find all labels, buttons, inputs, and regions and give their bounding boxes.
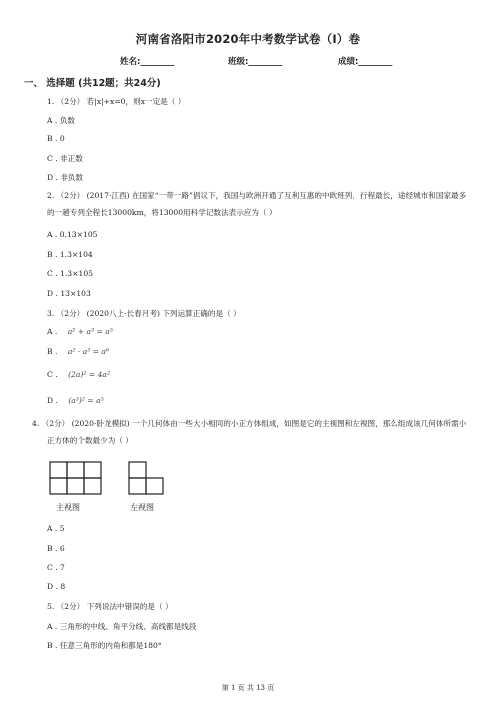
question-3-option-c-label: C . <box>47 370 58 379</box>
question-3-option-a-label: A . <box>47 327 58 336</box>
question-3-option-c <box>47 370 110 379</box>
question-3-stem: 3. （2分） (2020八上·长春月考) 下列运算正确的是（ ） <box>47 309 241 318</box>
question-1-option-c: C . 非正数 <box>47 154 83 163</box>
question-2-option-c: C . 1.3×105 <box>47 269 93 278</box>
question-2-option-a: A . 0.13×105 <box>47 230 98 239</box>
question-4-figure <box>44 458 184 528</box>
score-field-label: 成绩:________ <box>338 57 393 67</box>
class-field-label: 班级:________ <box>228 57 283 67</box>
section-title: 一、 选择题 (共12题；共24分) <box>24 78 161 89</box>
question-3-option-d <box>47 396 104 405</box>
name-field-label: 姓名:________ <box>120 57 175 67</box>
question-4-option-a: A . 5 <box>47 524 65 533</box>
question-3-option-b-label: B . <box>47 347 58 356</box>
question-2-option-b: B . 1.3×104 <box>47 250 93 259</box>
question-3-option-c-expression: (2a)² = 4a² <box>68 370 110 379</box>
question-3-option-b <box>47 347 109 356</box>
question-5-stem: 5. （2分） 下列说法中错误的是（ ） <box>47 602 173 611</box>
question-3-option-d-expression: (a³)² = a⁵ <box>68 396 104 405</box>
front-view-drawing <box>50 462 101 494</box>
page-title: 河南省洛阳市2020年中考数学试卷（I）卷 <box>135 32 361 46</box>
question-5-option-a: A . 三角形的中线、角平分线、高线都是线段 <box>47 622 197 631</box>
question-1-option-b: B . 0 <box>47 134 65 143</box>
question-2-option-d: D . 13×103 <box>47 289 91 298</box>
question-4-stem-text: 4. （2分） (2020·卧龙模拟) 一个几何体由一些大小相同的小正方体组成，如图是它的主视图和左视图，那么组成该几何体所需小正方体的个数最少为（ ） <box>32 419 467 445</box>
question-3-option-a <box>47 327 113 336</box>
question-4-stem <box>32 415 472 449</box>
page-footer: 第 1 页 共 13 页 <box>221 684 275 692</box>
question-5-option-b: B . 任意三角形的内角和都是180° <box>47 641 162 650</box>
question-3-option-b-expression: a² · a³ = a⁶ <box>67 347 109 356</box>
front-view-caption: 主视图 <box>56 503 80 512</box>
question-2-stem-text: 2. （2分） (2017·江西) 在国家“一带一路”倡议下，我国与欧洲开通了互利互惠的中欧班列．行程最长，途经城市和国家最多的一趟专列全程长13000km，将13000用科学记数法表示应为（ ） <box>47 191 467 217</box>
question-3-option-d-label: D . <box>47 396 58 405</box>
question-3-option-a-expression: a² + a³ = a⁵ <box>67 327 113 336</box>
question-1-option-d: D . 非负数 <box>47 173 84 182</box>
question-4-option-b: B . 6 <box>47 544 65 553</box>
question-2-stem <box>47 187 473 221</box>
question-1-stem: 1. （2分） 若|x|+x=0，则x一定是（ ） <box>47 97 186 106</box>
question-4-option-c: C . 7 <box>47 563 65 572</box>
question-1-option-a: A . 负数 <box>47 116 75 125</box>
left-view-caption: 左视图 <box>130 503 154 512</box>
left-view-drawing <box>129 462 163 494</box>
question-4-option-d: D . 8 <box>47 582 66 591</box>
